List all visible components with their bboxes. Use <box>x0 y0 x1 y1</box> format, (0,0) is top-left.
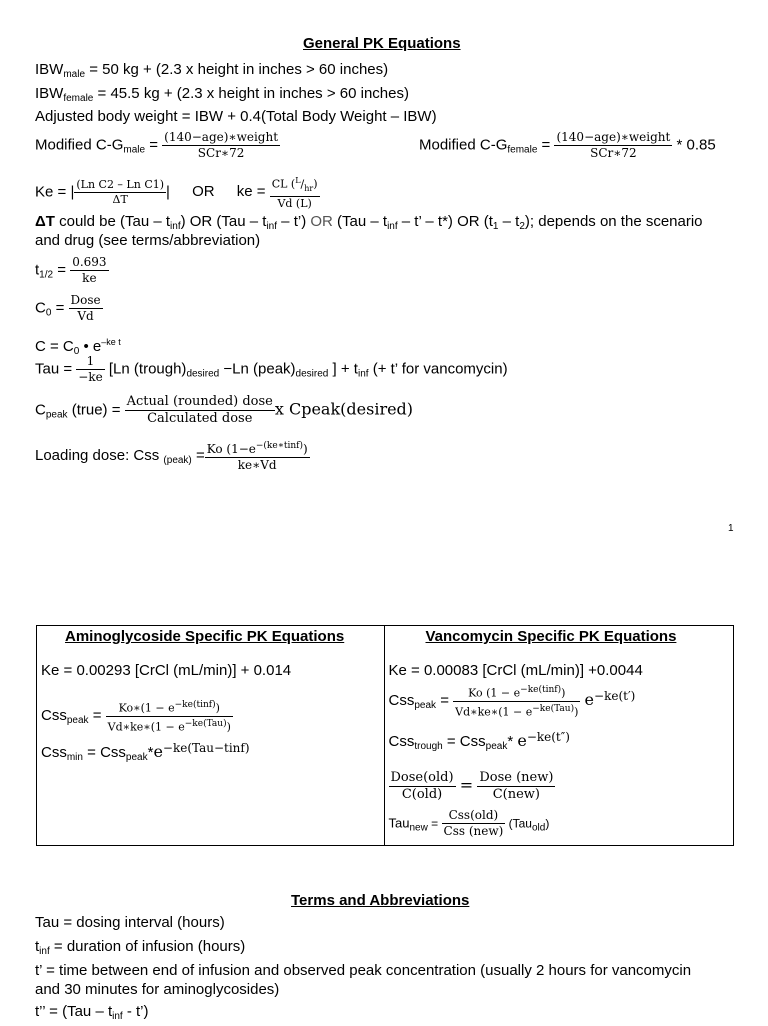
term-tdouble: t’’ = ($Tau - t_{inf}$ - t’) <box>35 1003 149 1022</box>
term-tprime-line-1: t’ = time between end of infusion and observed peak concentration (usually 2 hours for vancomycin <box>35 962 692 979</box>
adjusted-body-weight: Adjusted body weight = IBW + 0.4(Total Body Weight – IBW) <box>35 108 437 125</box>
vancomycin-csstrough: Css$_{trough}$ = Css$_{peak}$* $e^{-ke(t'')}$ <box>388 730 570 752</box>
aminoglycoside-title: Aminoglycoside Specific PK Equations <box>65 628 345 645</box>
aminoglycoside-cell <box>37 626 385 846</box>
ke-ln-fraction: $\frac{\text{(Ln C2 – Ln C1)}}{\Delta T}$ <box>76 177 165 206</box>
vancomycin-csspeak: Css$_{peak}$ = $\frac{Ko (1 - e^{-ke(tinf)})}{Vd∗ke∗(1 - e^{-ke(Tau)})}$ $e^{-ke(t')}$ <box>388 685 636 719</box>
vancomycin-title: Vancomycin Specific PK Equations <box>425 628 677 645</box>
aminoglycoside-cssmin: $Css_{min} = Css_{peak}*e^{-ke(Tau-tinf)}$ <box>41 741 250 763</box>
general-title: General PK Equations <box>303 35 461 52</box>
cg-female-fraction: $\frac{\text{(140−age)∗weight}}{\text{SCr∗72}}$ <box>556 130 671 160</box>
c0-fraction: $\frac{\text{Dose}}{Vd}$ <box>70 293 101 323</box>
dose-ratio-new: $\frac{\text{Dose (new)}}{\text{C(new)}}$ <box>479 770 554 802</box>
aminoglycoside-csspeak: Css$_{peak}$ = $\frac{Ko∗(1 - e^{-ke(tinf)})}{Vd∗ke∗(1 - e^{-ke(Tau)})}$ <box>41 700 231 734</box>
terms-title: Terms and Abbreviations <box>291 892 470 909</box>
tau-fraction: $\frac{1}{-ke}$ <box>78 354 103 384</box>
loading-dose-fraction: $\frac{Ko (1-e^{-(ke∗tinf)})}{ke∗Vd}$ <box>206 441 308 472</box>
vancomycin-dose-ratio: $\frac{\text{Dose(old)}}{\text{C(old)}}$ = $\frac{\text{Dose (new)}}{\text{C(new)}}$ <box>390 770 554 802</box>
ke-equation: Ke = | $\frac{\text{(Ln C2 – Ln C1)}}{\Delta T}$ | OR ke = $\frac{CL (^L/_{hr})}{Vd (L)}$ <box>35 176 318 210</box>
taunew-fraction: $\frac{\text{Css(old)}}{\text{Css (new)}}$ <box>443 808 504 838</box>
delta-t-line-1: ΔT could be $(Tau - t_{inf})$ OR ($Tau - t_{inf}$ – t’) OR ($Tau - t_{inf}$ – t’ – t*) OR $(t_1 - t_2)$; depends on the scenario <box>35 213 703 232</box>
term-tinf: $t_{inf}$ = duration of infusion (hours) <box>35 938 246 957</box>
aminoglycoside-csspeak-fraction: $\frac{Ko∗(1 - e^{-ke(tinf)})}{Vd∗ke∗(1 - e^{-ke(Tau)})}$ <box>107 700 231 734</box>
concentration-equation: $C = C_0$ • $e^{-ke t}$ <box>35 337 121 357</box>
vancomycin-ke: Ke = 0.00083 [CrCl (mL/min)] +0.0044 <box>388 662 643 679</box>
vancomycin-cell <box>384 626 734 846</box>
term-tau: Tau = dosing interval (hours) <box>35 914 225 931</box>
cpeak-fraction: $\frac{\text{Actual (rounded) dose}}{\text{Calculated dose}}$ <box>126 394 273 426</box>
tau-equation: Tau = $\frac{1}{-ke}$ [Ln $(trough)_{desired} -Ln$ $(peak)_{desired}$ ] + $t_{inf}$ (+ t’ for vancomycin) <box>35 354 508 384</box>
cpeak-true-equation: $C_{peak}$ (true) = $\frac{\text{Actual (rounded) dose}}{\text{Calculated dose}}$ x Cpeak(desired) <box>35 394 414 426</box>
aminoglycoside-ke: Ke = 0.00293 [CrCl (mL/min)] + 0.014 <box>41 662 292 679</box>
ibw-female-equation: $IBW_{female} = 45.5$ kg + (2.3 x height in inches > 60 inches) <box>35 85 409 104</box>
cg-female-equation: Modified $C-G_{female}$ = $\frac{\text{(140−age)∗weight}}{\text{SCr∗72}}$ * 0.85 <box>419 130 716 160</box>
c0-equation: $C_0$ = $\frac{\text{Dose}}{Vd}$ <box>35 293 101 323</box>
half-life-fraction: $\frac{0.693}{ke}$ <box>72 255 107 285</box>
vancomycin-csspeak-fraction: $\frac{Ko (1 - e^{-ke(tinf)})}{Vd∗ke∗(1 - e^{-ke(Tau)})}$ <box>455 685 579 719</box>
term-tprime-line-2: and 30 minutes for aminoglycosides) <box>35 981 280 998</box>
dose-ratio-old: $\frac{\text{Dose(old)}}{\text{C(old)}}$ <box>390 770 454 802</box>
delta-t-line-2: and drug (see terms/abbreviation) <box>35 232 261 249</box>
ke-cl-fraction: $\frac{CL (^L/_{hr})}{Vd (L)}$ <box>271 176 318 210</box>
half-life-equation: $t_{1/2}$ = $\frac{0.693}{ke}$ <box>35 255 107 285</box>
loading-dose-equation: Loading dose: Css $_{(peak)}$ = $\frac{Ko (1-e^{-(ke∗tinf)})}{ke∗Vd}$ <box>35 441 308 472</box>
page-number: 1 <box>728 523 734 534</box>
ibw-male-equation: $IBW_{male} = 50$ kg + (2.3 x height in inches > 60 inches) <box>35 61 389 80</box>
cg-male-fraction: $\frac{\text{(140−age)∗weight}}{\text{SCr∗72}}$ <box>164 130 279 160</box>
cg-male-equation: Modified $C-G_{male}$ = $\frac{\text{(140−age)∗weight}}{\text{SCr∗72}}$ <box>35 130 279 160</box>
vancomycin-taunew: Tau$_{new}$ = $\frac{\text{Css(old)}}{\text{Css (new)}}$ (Tau$_{old}$) <box>388 808 550 838</box>
specific-pk-table <box>36 625 734 846</box>
